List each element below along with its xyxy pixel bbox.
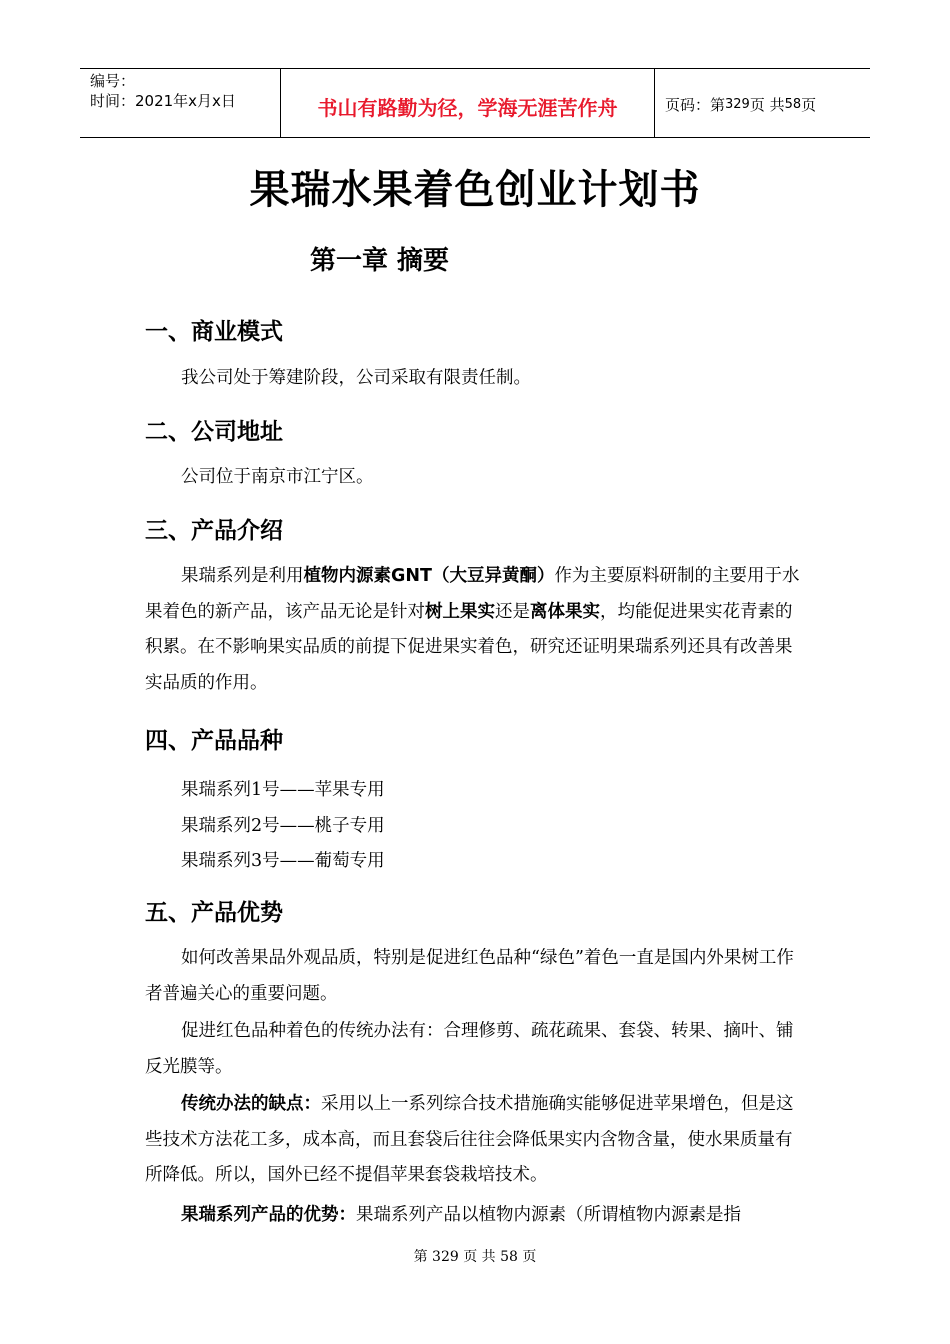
section-heading-address: 二、公司地址 (145, 419, 283, 445)
header-motto: 书山有路勤为径，学海无涯苦作舟 (281, 69, 655, 137)
traditional-drawbacks-label: 传统办法的缺点： (181, 1094, 321, 1114)
chapter-heading: 第一章 摘要 (310, 246, 450, 276)
variety-item: 果瑞系列1号——苹果专用 (181, 780, 385, 800)
section-heading-advantages: 五、产品优势 (145, 900, 283, 926)
page-current: 329 (725, 96, 750, 112)
intro-bold-ingredient: 植物内源素GNT（大豆异黄酮） (303, 566, 555, 586)
intro-bold-detached-fruit: 离体果实 (530, 601, 600, 622)
page-suffix: 页 (801, 95, 817, 114)
section-text-product-intro (145, 559, 807, 701)
page-footer: 第 329 页 共 58 页 (413, 1249, 537, 1265)
intro-bold-tree-fruit: 树上果实 (425, 601, 495, 622)
page-prefix: 页码：第 (665, 95, 726, 114)
header-page-info (655, 69, 870, 137)
number-label: 编号： (90, 72, 136, 90)
intro-text-4: ，均能促进果实花青素的积累。在不影响果实品质的前提下促进果实着色，研究还证明果瑞系列还具有改善果实品质的作用。 (145, 601, 793, 693)
intro-text-1: 果瑞系列是利用 (181, 566, 304, 586)
section-heading-product-intro: 三、产品介绍 (145, 518, 283, 544)
header-meta (80, 69, 281, 137)
intro-text-2: 作为主要原料研制的主要用于水果着色的新产品，该产品无论是针对 (145, 566, 800, 622)
section-heading-varieties: 四、产品品种 (145, 728, 283, 754)
variety-item: 果瑞系列2号——桃子专用 (181, 816, 385, 836)
product-advantage-label: 果瑞系列产品的优势： (181, 1205, 356, 1225)
page-mid: 页 共 (749, 95, 785, 114)
advantages-paragraph-4 (145, 1198, 807, 1234)
time-label: 时间：2021年x月x日 (90, 92, 236, 110)
page-header (80, 68, 870, 138)
product-advantage-text: 果瑞系列产品以植物内源素（所谓植物内源素是指 (356, 1205, 741, 1225)
advantages-paragraph-3 (145, 1087, 807, 1194)
section-heading-business-model: 一、商业模式 (145, 319, 283, 345)
page-total: 58 (784, 96, 802, 112)
advantages-paragraph-2: 促进红色品种着色的传统办法有：合理修剪、疏花疏果、套袋、转果、摘叶、铺反光膜等。 (145, 1021, 794, 1077)
document-title: 果瑞水果着色创业计划书 (249, 167, 701, 213)
intro-text-3: 还是 (495, 601, 530, 622)
section-text-address: 公司位于南京市江宁区。 (181, 467, 374, 487)
advantages-paragraph-1: 如何改善果品外观品质，特别是促进红色品种“绿色”着色一直是国内外果树工作者普遍关心的重要问题。 (145, 948, 794, 1004)
section-text-business-model: 我公司处于筹建阶段，公司采取有限责任制。 (181, 368, 531, 388)
variety-item: 果瑞系列3号——葡萄专用 (181, 851, 385, 871)
traditional-drawbacks-text: 采用以上一系列综合技术措施确实能够促进苹果增色，但是这些技术方法花工多，成本高，而且套袋后往往会降低果实内含物含量，使水果质量有所降低。所以，国外已经不提倡苹果套袋栽培技术。 (145, 1094, 794, 1185)
